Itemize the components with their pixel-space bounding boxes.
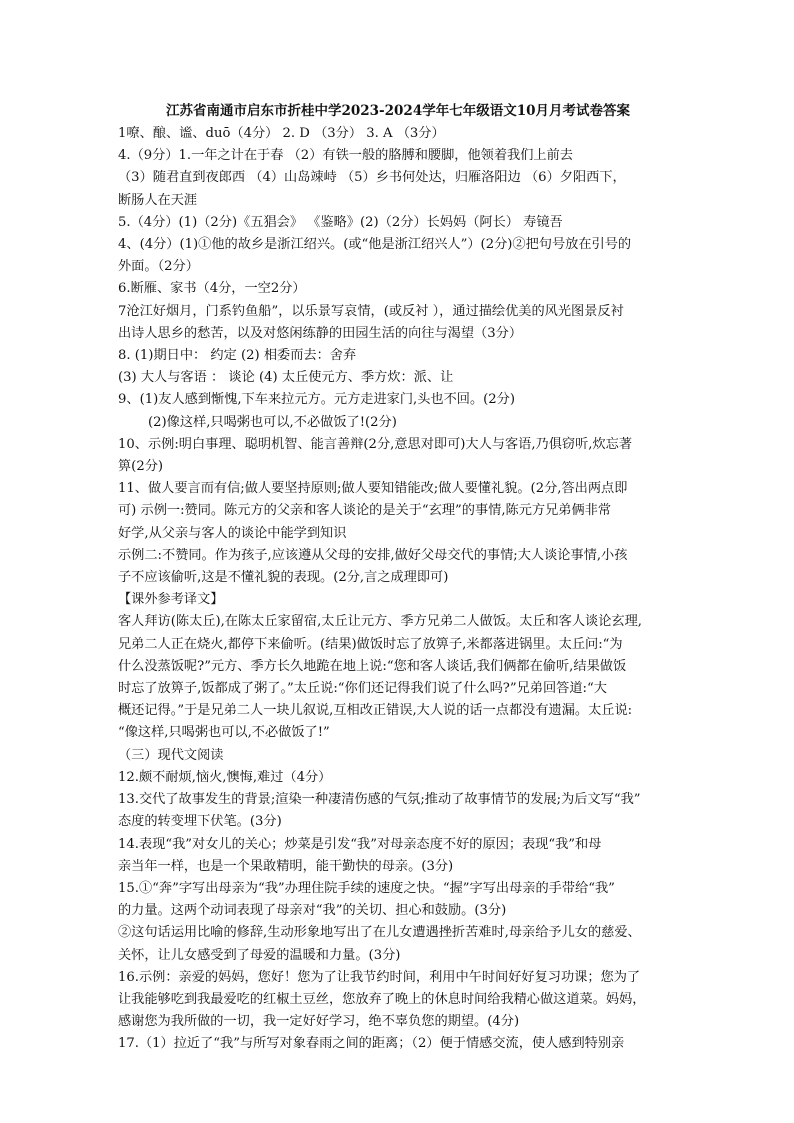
section-heading: 【课外参考译文】 xyxy=(118,592,224,608)
answer-line: 的力量。这两个动词表现了母亲对“我”的关切、担心和鼓励。(3分) xyxy=(118,903,507,919)
answer-line: 态度的转变埋下伏笔。(3分) xyxy=(118,814,282,830)
answer-document xyxy=(118,100,678,1056)
answer-line: 12.颇不耐烦,恼火,懊悔,难过（4分） xyxy=(118,769,332,785)
answer-line: ②这句话运用比喻的修辞,生动形象地写出了在儿女遭遇挫折苦难时,母亲给予儿女的慈爱、 xyxy=(118,925,641,941)
answer-line: (2)像这样,只喝粥也可以,不必做饭了!(2分) xyxy=(148,414,397,430)
answer-line: 1嘹、酿、谧、duō（4分） 2. D （3分） 3. A （3分） xyxy=(118,126,445,141)
answer-line: 兄弟二人正在烧火,都停下来偷听。(结果)做饭时忘了放箅子,米都落进锅里。太丘问:“为 xyxy=(118,636,623,652)
answer-line: 4、(4分）(1)①他的故乡是浙江绍兴。(或“他是浙江绍兴人”）(2分)②把句号放在引号的 xyxy=(118,237,632,253)
answer-line: 外面。（2分） xyxy=(118,259,199,275)
answer-line: 14.表现“我”对女儿的关心；炒菜是引发“我”对母亲态度不好的原因；表现“我”和母 xyxy=(118,836,602,852)
answer-line: 15.①“奔”字写出母亲为“我”办理住院手续的速度之快。“握”字写出母亲的手带给“我” xyxy=(118,880,615,896)
answer-line: 好学,从父亲与客人的谈论中能学到知识 xyxy=(118,525,347,541)
answer-line: 关怀，让儿女感受到了母爱的温暖和力量。(3分) xyxy=(118,947,401,963)
answer-line: 断肠人在天涯 xyxy=(118,192,198,208)
answer-line: 9、(1)友人感到惭愧,下车来拉元方。元方走进家门,头也不回。(2分) xyxy=(118,392,516,408)
answer-line: 出诗人思乡的愁苦，以及对悠闲练静的田园生活的向往与渴望（3分） xyxy=(118,325,523,341)
answer-line: 7沧江好烟月，门系钓鱼船”，以乐景写哀情，(或反衬 ），通过描绘优美的风光图景反衬 xyxy=(118,303,624,319)
answer-line: 让我能够吃到我最爱吃的红椒土豆丝，您放弃了晚上的休息时间给我精心做这道菜。妈妈， xyxy=(118,991,646,1007)
answer-line: （3）随君直到夜郎西 （4）山岛竦峙 （5）乡书何处达，归雁洛阳边 （6）夕阳西下， xyxy=(118,170,626,186)
answer-line: 示例二:不赞同。作为孩子,应该遵从父母的安排,做好父母交代的事情;大人谈论事情,小孩 xyxy=(118,547,628,563)
answer-line: 子不应该偷听,这是不懂礼貌的表现。(2分,言之成理即可) xyxy=(118,570,449,586)
answer-line: 亲当年一样，也是一个果敢精明，能干勤快的母亲。(3分) xyxy=(118,858,454,874)
answer-line: 感谢您为我所做的一切，我一定好好学习，绝不辜负您的期望。(4分) xyxy=(118,1014,520,1030)
answer-line: 6.断雁、家书（4分，一空2分） xyxy=(118,281,306,297)
answer-line: 11、做人要言而有信;做人要坚持原则;做人要知错能改;做人要懂礼貌。(2分,答出两点即 xyxy=(118,481,628,497)
answer-line: “像这样,只喝粥也可以,不必做饭了!” xyxy=(118,725,330,741)
answer-line: 可) 示例一:赞同。陈元方的父亲和客人谈论的是关于“玄理”的事情,陈元方兄弟俩非常 xyxy=(118,503,612,519)
answer-line: 概还记得。”于是兄弟二人一块儿叙说,互相改正错误,大人说的话一点都没有遗漏。太丘说: xyxy=(118,703,633,719)
document-title: 江苏省南通市启东市折桂中学2023-2024学年七年级语文10月月考试卷答案 xyxy=(165,103,631,119)
answer-line: 什么没蒸饭呢?”元方、季方长久地跪在地上说:“您和客人谈话,我们俩都在偷听,结果做饭 xyxy=(118,658,627,674)
answer-line: 17.（1）拉近了“我”与所写对象春雨之间的距离；（2）便于情感交流，使人感到特别亲 xyxy=(118,1036,625,1052)
answer-line: 客人拜访(陈太丘),在陈太丘家留宿,太丘让元方、季方兄弟二人做饭。太丘和客人谈论玄理, xyxy=(118,614,642,630)
answer-line: 13.交代了故事发生的背景;渲染一种凄清伤感的气氛;推动了故事情节的发展;为后文写“我” xyxy=(118,792,641,808)
answer-line: 8. (1)期日中： 约定 (2) 相委而去：舍弃 xyxy=(118,348,357,364)
answer-line: 时忘了放箅子,饭都成了粥了。”太丘说:“你们还记得我们说了什么吗?”兄弟回答道:“大 xyxy=(118,681,607,697)
answer-line: 4.（9分）1.一年之计在于春 （2）有铁一般的胳膊和腰脚，他领着我们上前去 xyxy=(118,148,573,164)
answer-line: 16.示例：亲爱的妈妈，您好！您为了让我节约时间，利用中午时间好好复习功课；您为了 xyxy=(118,969,641,985)
section-heading: （三）现代文阅读 xyxy=(118,747,224,763)
answer-line: 10、示例:明白事理、聪明机智、能言善辩(2分,意思对即可)大人与客语,乃俱窃听,炊忘著 xyxy=(118,436,633,452)
answer-line: 箅(2分) xyxy=(118,459,164,475)
answer-line: 5.（4分）(1)（2分)《五猖会》 《鉴略》(2)（2分）长妈妈（阿长） 寿镜吾 xyxy=(118,214,563,230)
answer-line: (3) 大人与客语 ： 谈论 (4) 太丘使元方、季方炊：派、让 xyxy=(118,370,454,386)
